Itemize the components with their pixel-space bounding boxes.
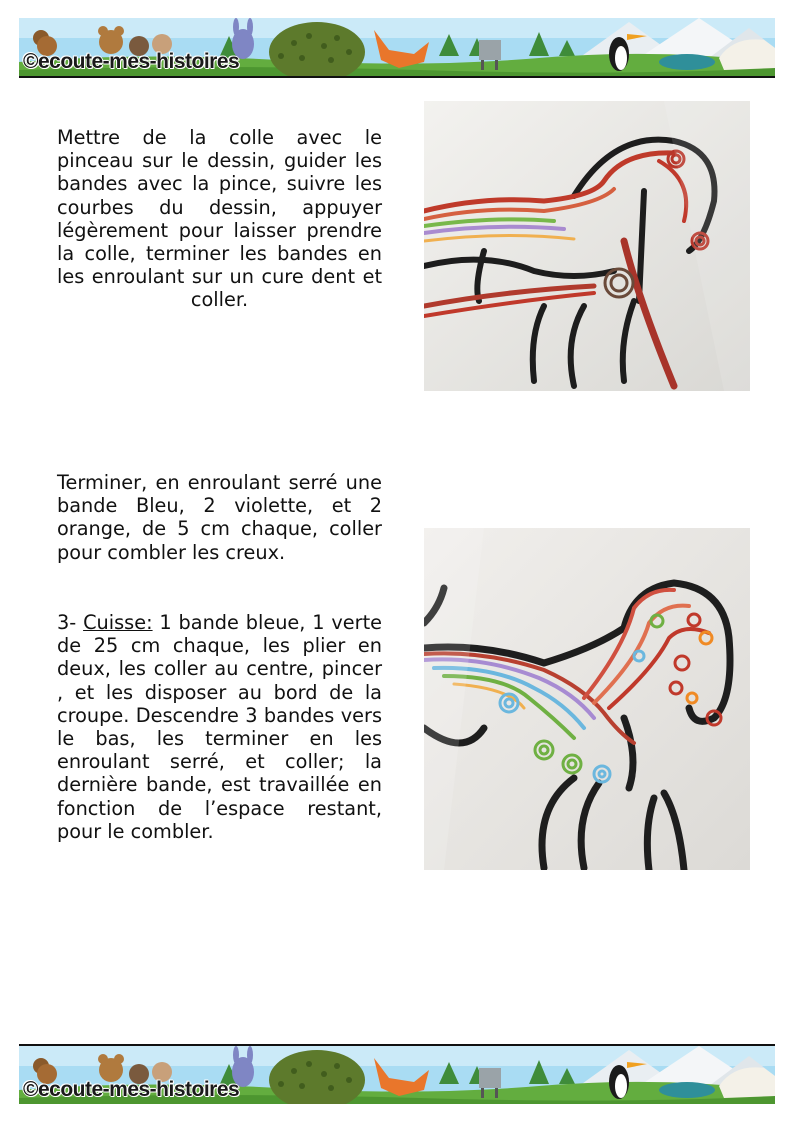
step-number: 3- <box>57 611 84 634</box>
instruction-paragraph-glue: Mettre de la colle avec le pinceau sur le dessin, guider les bandes avec la pince, suivre les courbes du dessin, appuyer légèrement pour laisser prendre la colle, terminer les bandes en les enroulant sur un cure dent et coller. <box>57 126 382 312</box>
instruction-paragraph-fill: Terminer, en enroulant serré une bande Bleu, 2 violette, et 2 orange, de 5 cm chaque, coller pour combler les creux. <box>57 471 382 564</box>
header-banner <box>19 18 775 76</box>
footer-banner-text: ©ecoute-mes-histoires <box>23 1078 240 1101</box>
step-label-cuisse: Cuisse: <box>83 611 153 634</box>
photo-quilled-horse <box>424 528 750 870</box>
header-rule <box>19 76 775 78</box>
instruction-paragraph-thigh <box>57 611 382 843</box>
footer-banner <box>19 1046 775 1104</box>
step-body: 1 bande bleue, 1 verte de 25 cm chaque, les plier en deux, les coller au centre, pincer , et les disposer au bord de la croupe. Descendre 3 bandes vers le bas, les terminer en les enroulant serré, et coller; la dernière bande, est travaillée en fonction de l’espace restant, pour le combler. <box>57 611 382 843</box>
header-banner-text: ©ecoute-mes-histoires <box>23 50 240 73</box>
photo-glueing-strips <box>424 101 750 391</box>
